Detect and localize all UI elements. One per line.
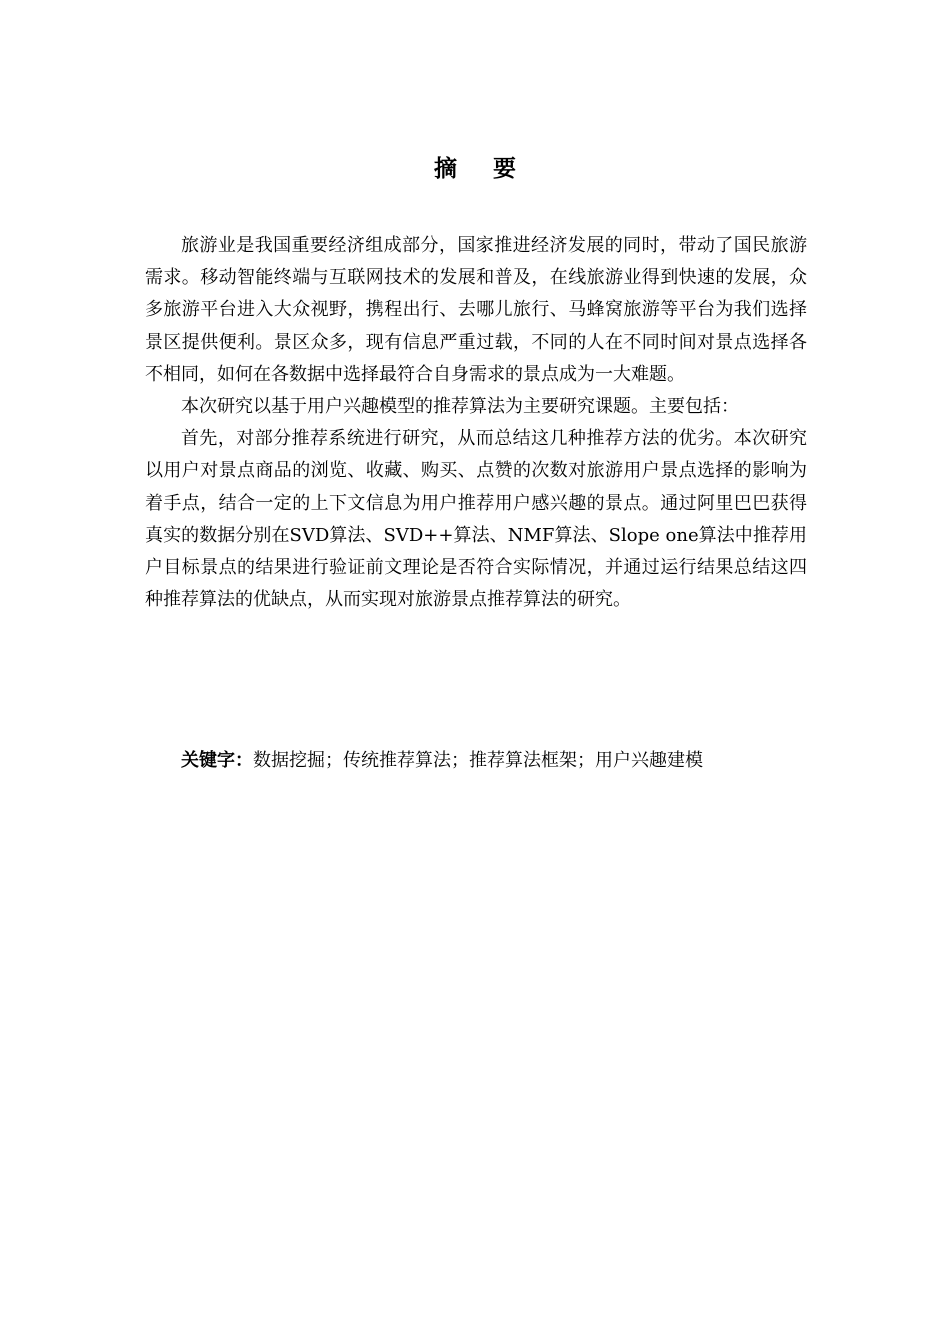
abstract-paragraph-2: 本次研究以基于用户兴趣模型的推荐算法为主要研究课题。主要包括： [181, 396, 739, 418]
keywords-label: 关键字： [181, 750, 253, 771]
keywords-line [181, 745, 807, 777]
keywords-text: 数据挖掘；传统推荐算法；推荐算法框架；用户兴趣建模 [253, 750, 703, 771]
abstract-paragraph-3: 首先，对部分推荐系统进行研究，从而总结这几种推荐方法的优劣。本次研究以用户对景点商品的浏览、收藏、购买、点赞的次数对旅游用户景点选择的影响为着手点，结合一定的上下文信息为用户推荐用户感兴趣的景点。通过阿里巴巴获得真实的数据分别在SVD算法、SVD++算法、NMF算法、Slope one算法中推荐用户目标景点的结果进行验证前文理论是否符合实际情况，并通过运行结果总结这四种推荐算法的优缺点，从而实现对旅游景点推荐算法的研究。 [145, 428, 807, 611]
abstract-paragraph-1: 旅游业是我国重要经济组成部分，国家推进经济发展的同时，带动了国民旅游需求。移动智能终端与互联网技术的发展和普及，在线旅游业得到快速的发展，众多旅游平台进入大众视野，携程出行、去哪儿旅行、马蜂窝旅游等平台为我们选择景区提供便利。景区众多，现有信息严重过载，不同的人在不同时间对景点选择各不相同，如何在各数据中选择最符合自身需求的景点成为一大难题。 [145, 235, 807, 385]
abstract-title: 摘 要 [433, 156, 530, 182]
abstract-body [145, 230, 807, 616]
